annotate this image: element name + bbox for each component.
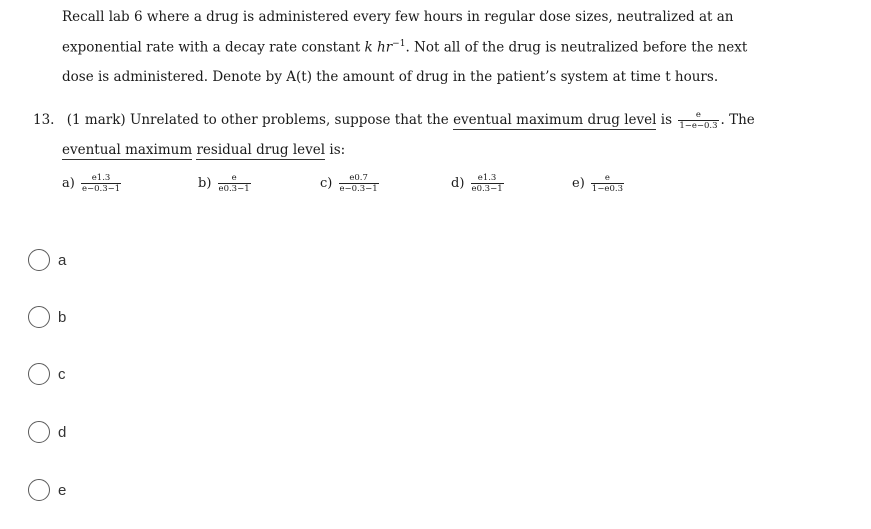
option-fraction <box>591 174 624 193</box>
radio-button[interactable] <box>28 249 50 271</box>
context-line-1: Recall lab 6 where a drug is administered every few hours in regular dose sizes, neutralized at an <box>62 9 734 25</box>
given-fraction-den: 1−e−0.3 <box>679 120 718 131</box>
option-den: 1−e0.3 <box>591 183 623 194</box>
option-e <box>572 174 626 193</box>
radio-button[interactable] <box>28 306 50 328</box>
radio-button[interactable] <box>28 421 50 443</box>
option-fraction <box>218 174 251 193</box>
option-den: e−0.3−1 <box>339 183 378 194</box>
option-num: e <box>231 173 237 183</box>
option-num: e <box>604 173 610 183</box>
context-line-3: dose is administered. Denote by A(t) the amount of drug in the patient’s system at time t hours. <box>62 69 719 85</box>
answer-choice-label: b <box>58 308 67 326</box>
option-letter: c) <box>320 176 333 191</box>
option-fraction <box>471 174 504 193</box>
answer-choice-a[interactable] <box>28 248 66 272</box>
option-den: e−0.3−1 <box>81 183 121 194</box>
question-line-2 <box>62 142 345 158</box>
answer-choice-c[interactable] <box>28 362 66 386</box>
question-line-1 <box>33 111 755 130</box>
option-num: e0.7 <box>349 173 368 183</box>
answer-choice-label: e <box>58 481 67 499</box>
option-letter: e) <box>572 176 585 191</box>
question-underlined-3: residual drug level <box>196 142 326 158</box>
option-a <box>62 174 123 193</box>
context-line-2-end: . Not all of the drug is neutralized before the next <box>405 39 748 56</box>
question-underlined-1: eventual maximum drug level <box>453 112 657 128</box>
question-text-tail: is: <box>325 142 346 158</box>
answer-choice-label: a <box>58 251 67 269</box>
option-c <box>320 174 381 193</box>
option-den: e0.3−1 <box>218 183 250 194</box>
option-fraction <box>339 174 379 193</box>
given-fraction <box>678 111 718 130</box>
option-d <box>451 174 506 193</box>
radio-button[interactable] <box>28 363 50 385</box>
answer-choice-label: d <box>58 423 67 441</box>
option-b <box>198 174 253 193</box>
context-unit: k hr <box>364 39 393 56</box>
answer-choice-d[interactable] <box>28 420 66 444</box>
question-marks: (1 mark) <box>66 112 126 128</box>
question-text-mid: is <box>656 112 677 128</box>
option-num: e1.3 <box>477 173 497 183</box>
given-fraction-num: e <box>695 110 701 120</box>
option-letter: d) <box>451 176 465 191</box>
context-unit-exponent: −1 <box>392 39 406 49</box>
radio-button[interactable] <box>28 479 50 501</box>
question-underlined-2: eventual maximum <box>62 142 193 158</box>
question-text-start: Unrelated to other problems, suppose that the <box>129 112 454 128</box>
question-text-end: . The <box>720 112 755 128</box>
option-den: e0.3−1 <box>471 183 503 194</box>
option-fraction <box>81 174 121 193</box>
option-letter: b) <box>198 176 212 191</box>
answer-choice-b[interactable] <box>28 305 66 329</box>
option-letter: a) <box>62 176 75 191</box>
context-line-2 <box>62 39 747 56</box>
option-num: e1.3 <box>91 173 111 183</box>
answer-choice-e[interactable] <box>28 478 66 502</box>
answer-choice-label: c <box>58 365 66 383</box>
question-number: 13. <box>33 112 55 128</box>
context-line-2-start: exponential rate with a decay rate constant <box>62 39 365 56</box>
